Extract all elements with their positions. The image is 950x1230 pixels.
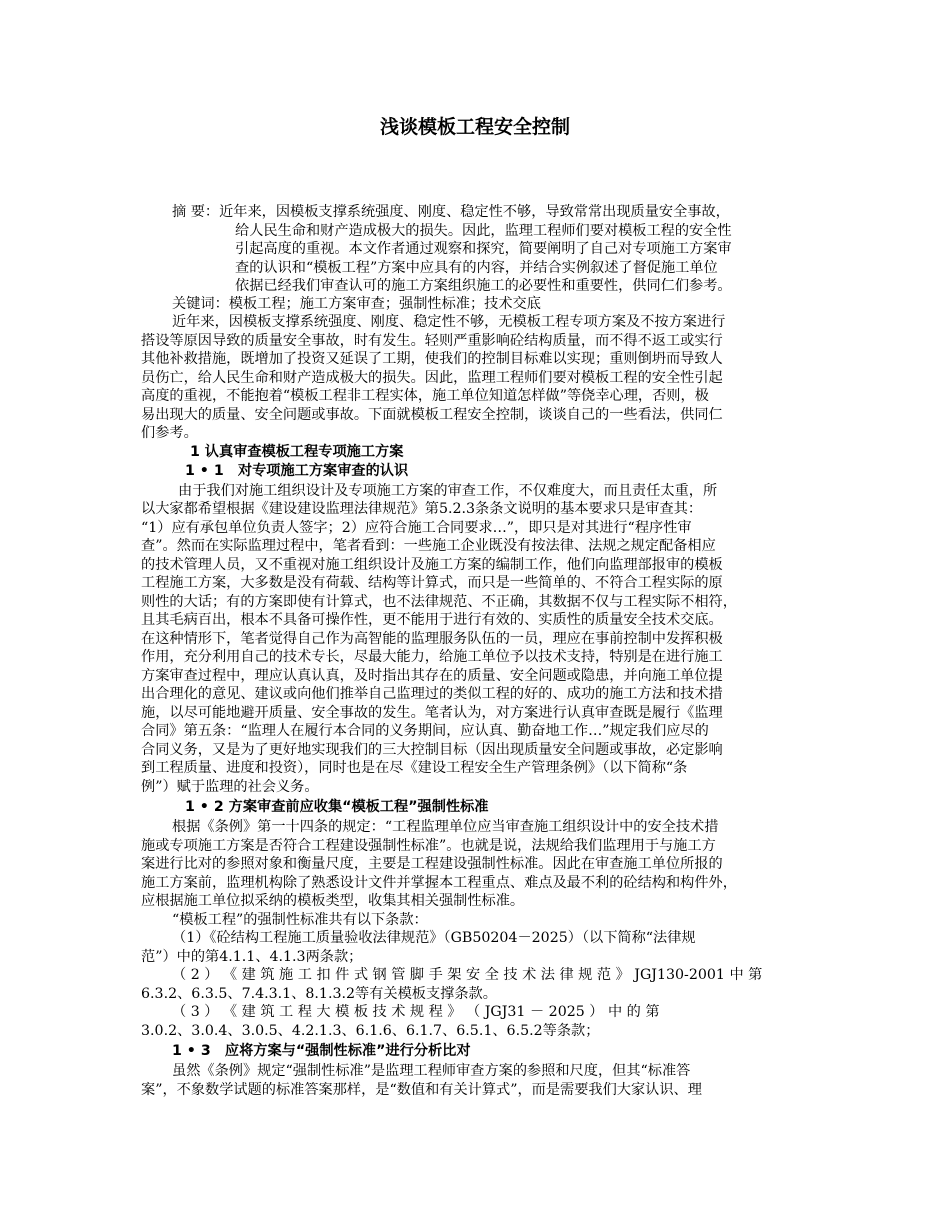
body-line: 作用，充分利用自己的技术专长，尽最大能力，给施工单位予以技术支持，特别是在进行施工 [141, 649, 723, 665]
body-line: 施，以尽可能地避开质量、安全事故的发生。笔者认为，对方案进行认真审查既是履行《监理 [141, 705, 723, 721]
body-line: 高度的重视，不能抱着“模板工程非工程实体，施工单位知道怎样做”等侥幸心理，否则，极 [141, 388, 709, 404]
body-line: 员伤亡，给人民生命和财产造成极大的损失。因此，监理工程师们要对模板工程的安全性引起 [141, 370, 723, 386]
body-line: 到工程质量、进度和投资），同时也是在尽《建设工程安全生产管理条例》（以下简称“条 [141, 760, 688, 776]
body-line: 且其毛病百出，根本不具备可操作性，更不能用于进行有效的、实质性的质量安全技术交底。 [141, 612, 723, 628]
body-line: 合同义务，又是为了更好地实现我们的三大控制目标（因出现质量安全问题或事故，必定影响 [141, 742, 723, 758]
document-title: 浅谈模板工程安全控制 [379, 116, 570, 138]
body-line: “1）应有承包单位负责人签字；2）应符合施工合同要求…”，即只是对其进行“程序性审 [141, 520, 692, 536]
abstract-line: 引起高度的重视。本文作者通过观察和探究，简要阐明了自己对专项施工方案审 [235, 241, 732, 257]
abstract-line: 给人民生命和财产造成极大的损失。因此，监理工程师们要对模板工程的安全性 [235, 223, 732, 239]
body-line: （ 3 ） 《 建 筑 工 程 大 模 板 技 术 规 程 》 （ JGJ31 － 2025 ） 中 的 第 [172, 1004, 660, 1020]
body-line: 虽然《条例》规定“强制性标准”是监理工程师审查方案的参照和尺度，但其“标准答 [172, 1063, 691, 1079]
body-line: 其他补救措施，既增加了投资又延误了工期，使我们的控制目标难以实现；重则倒坍而导致人 [141, 351, 723, 367]
body-line: 易出现大的质量、安全问题或事故。下面就模板工程安全控制，谈谈自己的一些看法，供同仁 [141, 407, 723, 423]
body-line: 查”。然而在实际监理过程中，笔者看到：一些施工企业既没有按法律、法规之规定配备相应 [141, 538, 716, 554]
body-line: 施或专项施工方案是否符合工程建设强制性标准”。也就是说，法规给我们监理用于与施工方 [141, 838, 716, 854]
abstract-line: 查的认识和“模板工程”方案中应具有的内容，并结合实例叙述了督促施工单位 [235, 260, 718, 276]
body-line: （1）《砼结构工程施工质量验收法律规范》（GB50204－2025）（以下简称“法律规 [172, 930, 696, 946]
body-line: 6.3.2、6.3.5、7.4.3.1、8.1.3.2等有关模板支撑条款。 [141, 986, 497, 1002]
subsection-heading: 1 • 2 方案审查前应收集“模板工程”强制性标准 [185, 799, 489, 815]
body-line: 应根据施工单位拟采纳的模板类型，收集其相关强制性标准。 [141, 893, 525, 909]
body-line: 施工方案前，监理机构除了熟悉设计文件并掌握本工程重点、难点及最不利的砼结构和构件外， [141, 875, 737, 891]
body-line: 的技术管理人员，又不重视对施工组织设计及施工方案的编制工作，他们向监理部报审的模板 [141, 557, 723, 573]
body-line: 范”）中的第4.1.1、4.1.3两条款； [141, 949, 363, 965]
section-heading: 1 认真审查模板工程专项施工方案 [190, 444, 404, 460]
body-line: 在这种情形下，笔者觉得自己作为高智能的监理服务队伍的一员，理应在事前控制中发挥积极 [141, 631, 723, 647]
body-line: 近年来，因模板支撑系统强度、刚度、稳定性不够，无模板工程专项方案及不按方案进行 [172, 314, 726, 330]
abstract-line: 依据已经我们审查认可的施工方案组织施工的必要性和重要性，供同仁们参考。 [235, 278, 732, 294]
body-line: 搭设等原因导致的质量安全事故，时有发生。轻则严重影响砼结构质量，而不得不返工或实行 [141, 333, 723, 349]
body-line: 根据《条例》第一十四条的规定：“工程监理单位应当审查施工组织设计中的安全技术措 [172, 819, 719, 835]
subsection-heading: 1 • 3 应将方案与“强制性标准”进行分析比对 [172, 1043, 471, 1059]
body-line: 们参考。 [141, 425, 198, 441]
keywords-line: 关键词：模板工程；施工方案审查；强制性标准；技术交底 [172, 296, 541, 312]
abstract-line: 摘 要：近年来，因模板支撑系统强度、刚度、稳定性不够，导致常常出现质量安全事故， [172, 204, 730, 220]
body-line: 以大家都希望根据《建设建设监理法律规范》第5.2.3条条文说明的基本要求只是审查其： [141, 501, 703, 517]
body-line: 案”，不象数学试题的标准答案那样，是“数值和有关计算式”，而是需要我们大家认识、理 [141, 1082, 702, 1098]
body-line: （ 2 ） 《 建 筑 施 工 扣 件 式 钢 管 脚 手 架 安 全 技 术 法 律 规 范 》 JGJ130-2001 中 第 [172, 967, 763, 983]
subsection-heading: 1 • 1 对专项施工方案审查的认识 [185, 463, 409, 479]
body-line: 3.0.2、3.0.4、3.0.5、4.2.1.3、6.1.6、6.1.7、6.5.1、6.5.2等条款； [141, 1023, 600, 1039]
body-line: 案进行比对的参照对象和衡量尺度，主要是工程建设强制性标准。因此在审查施工单位所报的 [141, 856, 723, 872]
body-line: 例”）赋于监理的社会义务。 [141, 779, 319, 795]
body-line: 合同》第五条：“监理人在履行本合同的义务期间，应认真、勤奋地工作…”规定我们应尽的 [141, 723, 709, 739]
body-line: “模板工程”的强制性标准共有以下条款： [172, 912, 428, 928]
body-line: 出合理化的意见、建议或向他们推举自己监理过的类似工程的好的、成功的施工方法和技术措 [141, 686, 723, 702]
body-line: 则性的大话；有的方案即使有计算式，也不法律规范、不正确，其数据不仅与工程实际不相符， [141, 594, 737, 610]
body-line: 工程施工方案，大多数是没有荷载、结构等计算式，而只是一些简单的、不符合工程实际的原 [141, 575, 723, 591]
body-line: 由于我们对施工组织设计及专项施工方案的审查工作，不仅难度大，而且责任太重，所 [178, 483, 718, 499]
body-line: 方案审查过程中，理应认真认真，及时指出其存在的质量、安全问题或隐患，并向施工单位提 [141, 668, 723, 684]
